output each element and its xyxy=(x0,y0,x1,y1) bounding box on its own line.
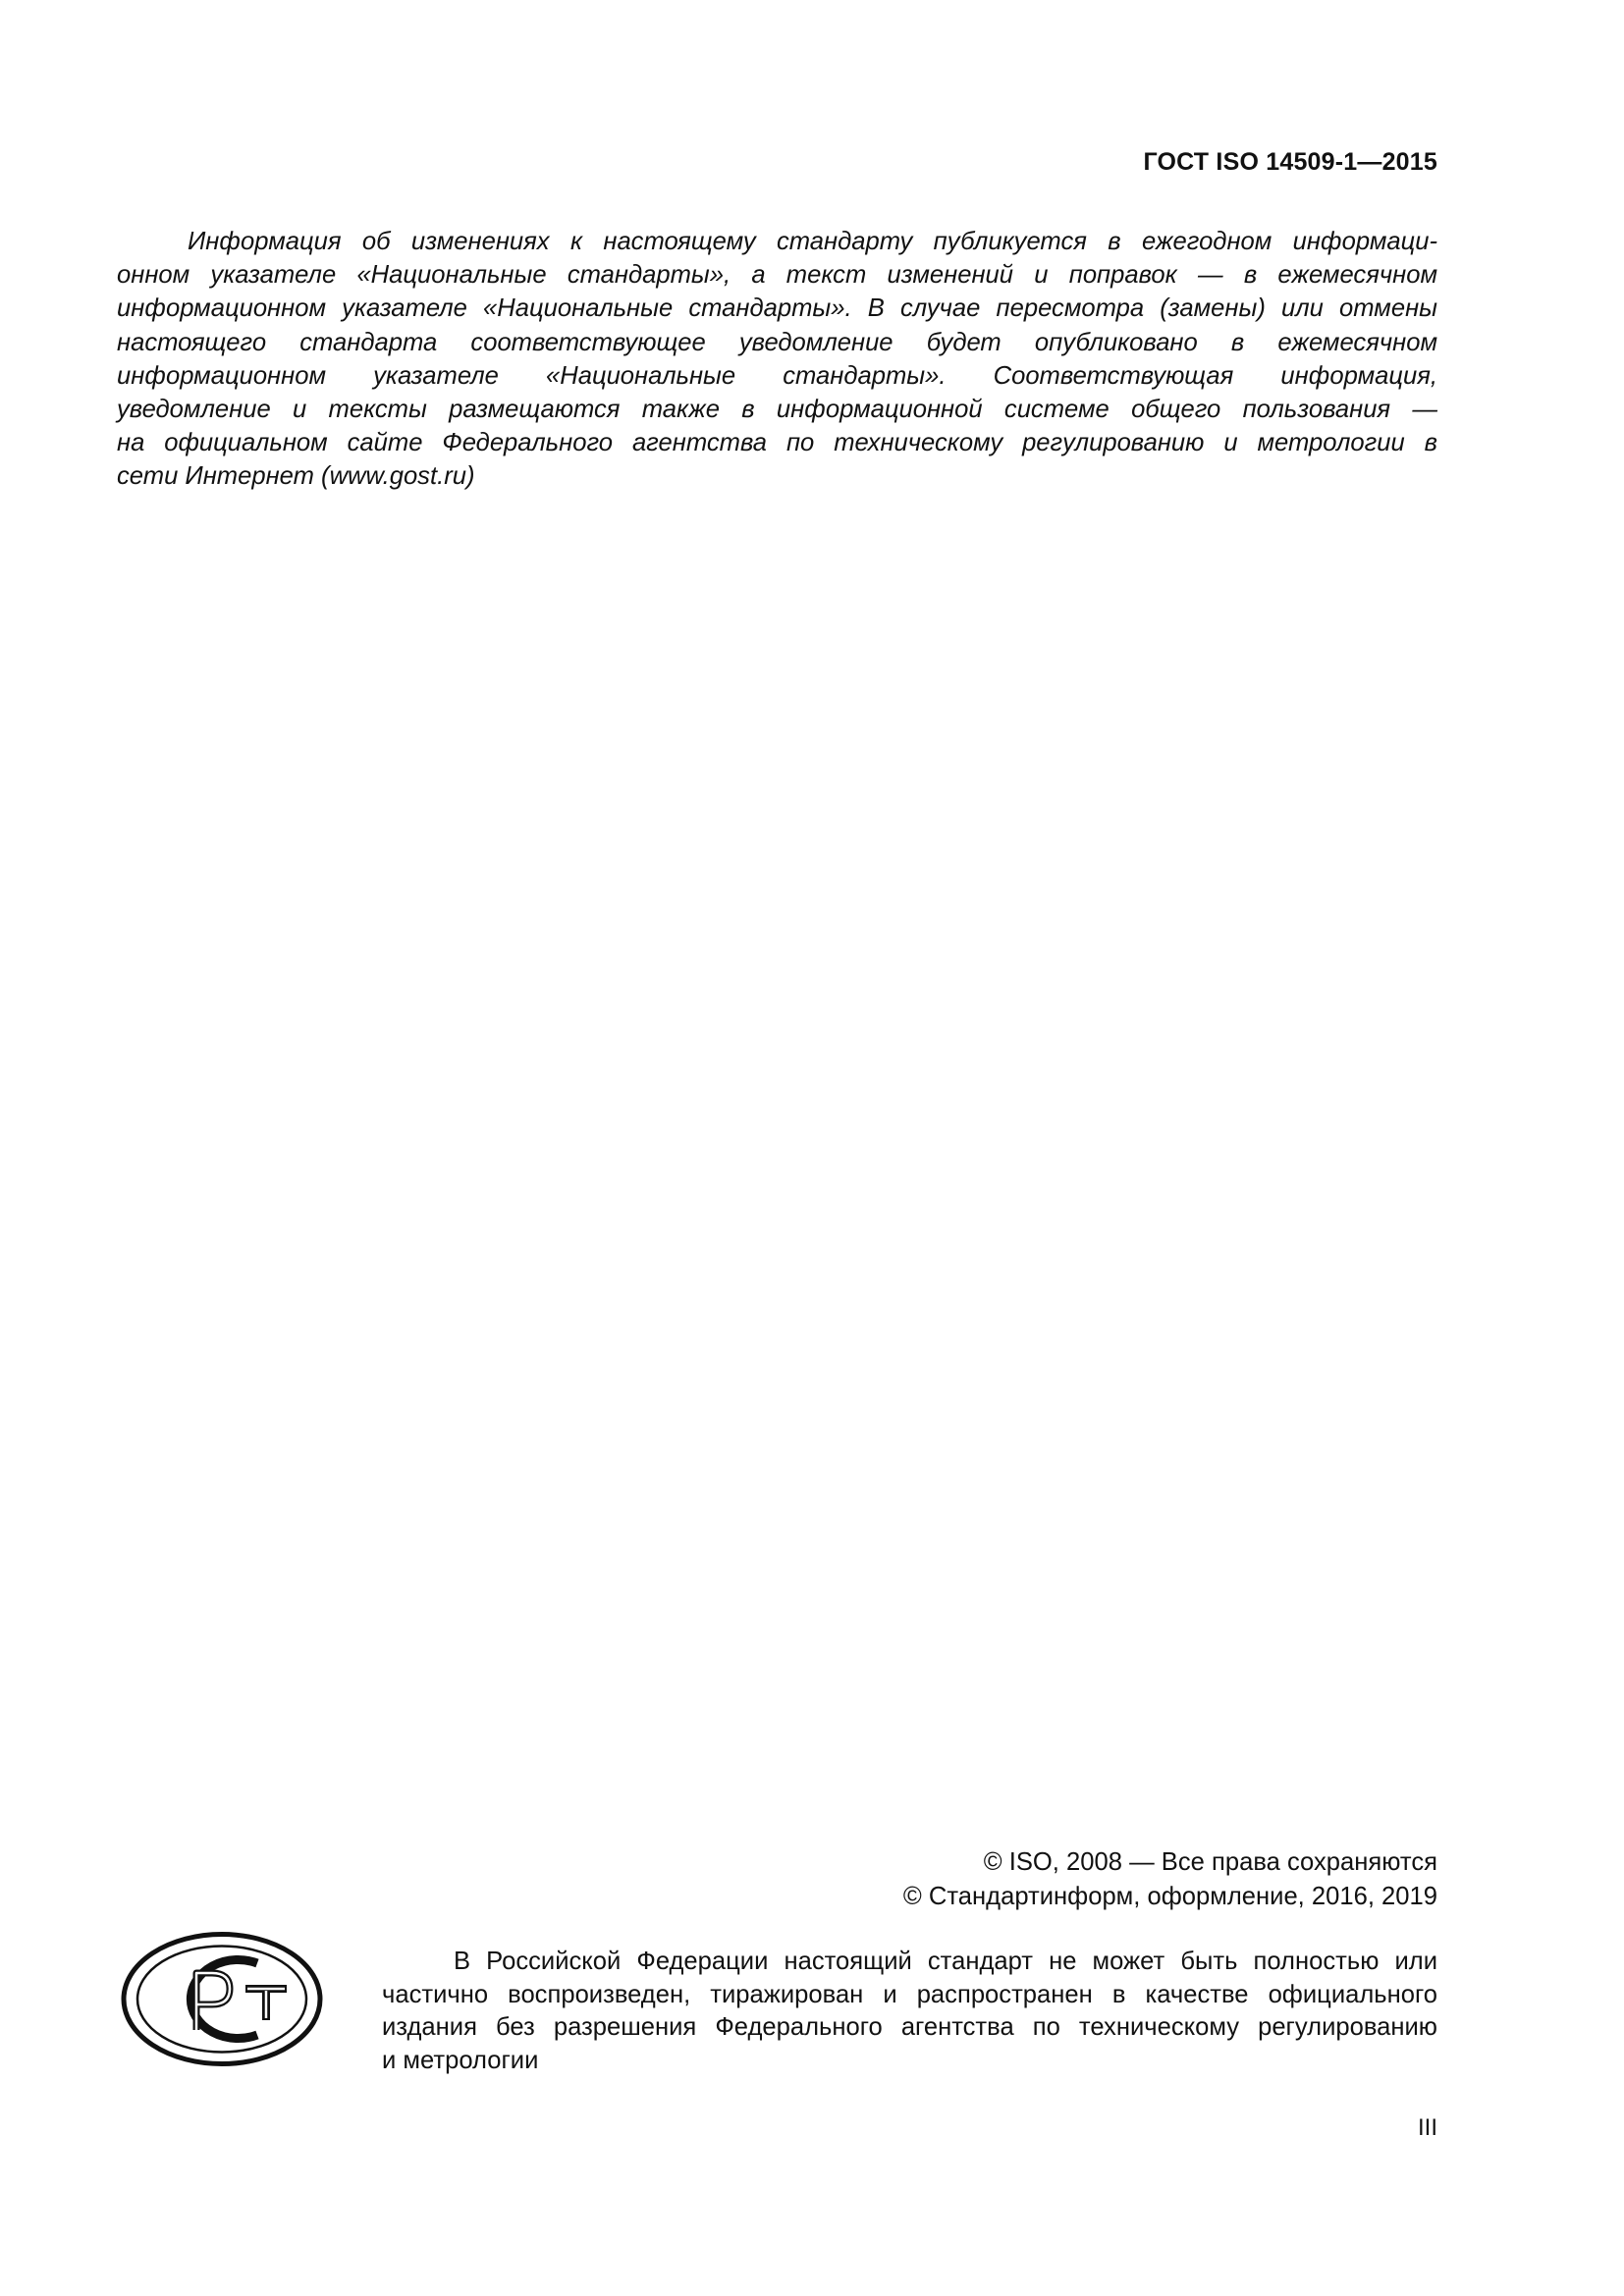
paragraph-line: настоящего стандарта соответствующее уведомление будет опубликовано в ежемесячном xyxy=(117,328,1437,356)
paragraph-line: информационном указателе «Национальные стандарты». Соответствующая информация, xyxy=(117,361,1437,390)
copyright-line-iso: © ISO, 2008 — Все права сохраняются xyxy=(983,1848,1437,1876)
notice-line: частично воспроизведен, тиражирован и распространен в качестве официального xyxy=(382,1980,1437,2008)
notice-line: В Российской Федерации настоящий стандарт не может быть полностью или xyxy=(454,1948,1437,1975)
page-number: III xyxy=(1417,2114,1437,2141)
paragraph-line: на официальном сайте Федерального агентства по техническому регулированию и метрологии в xyxy=(117,429,1437,457)
rst-logo-icon xyxy=(120,1930,324,2068)
paragraph-line: онном указателе «Национальные стандарты», а текст изменений и поправок — в ежемесячном xyxy=(117,261,1437,290)
paragraph-line: сети Интернет (www.gost.ru) xyxy=(117,462,475,491)
notice-line: и метрологии xyxy=(382,2047,539,2075)
amendments-info-paragraph xyxy=(117,225,1437,494)
rst-certification-logo xyxy=(120,1930,324,2068)
paragraph-line: уведомление и тексты размещаются также в информационной системе общего пользования — xyxy=(117,396,1437,424)
copyright-notice xyxy=(903,1845,1437,1913)
paragraph-line: информационном указателе «Национальные стандарты». В случае пересмотра (замены) или отмены xyxy=(117,294,1437,323)
reproduction-restriction-notice xyxy=(382,1946,1437,2078)
copyright-line-standartinform: © Стандартинформ, оформление, 2016, 2019 xyxy=(902,1882,1437,1910)
paragraph-line: Информация об изменениях к настоящему стандарту публикуется в ежегодном информаци- xyxy=(188,228,1437,255)
document-code-header: ГОСТ ISO 14509-1—2015 xyxy=(1143,148,1437,176)
notice-line: издания без разрешения Федерального агентства по техническому регулированию xyxy=(382,2013,1437,2042)
